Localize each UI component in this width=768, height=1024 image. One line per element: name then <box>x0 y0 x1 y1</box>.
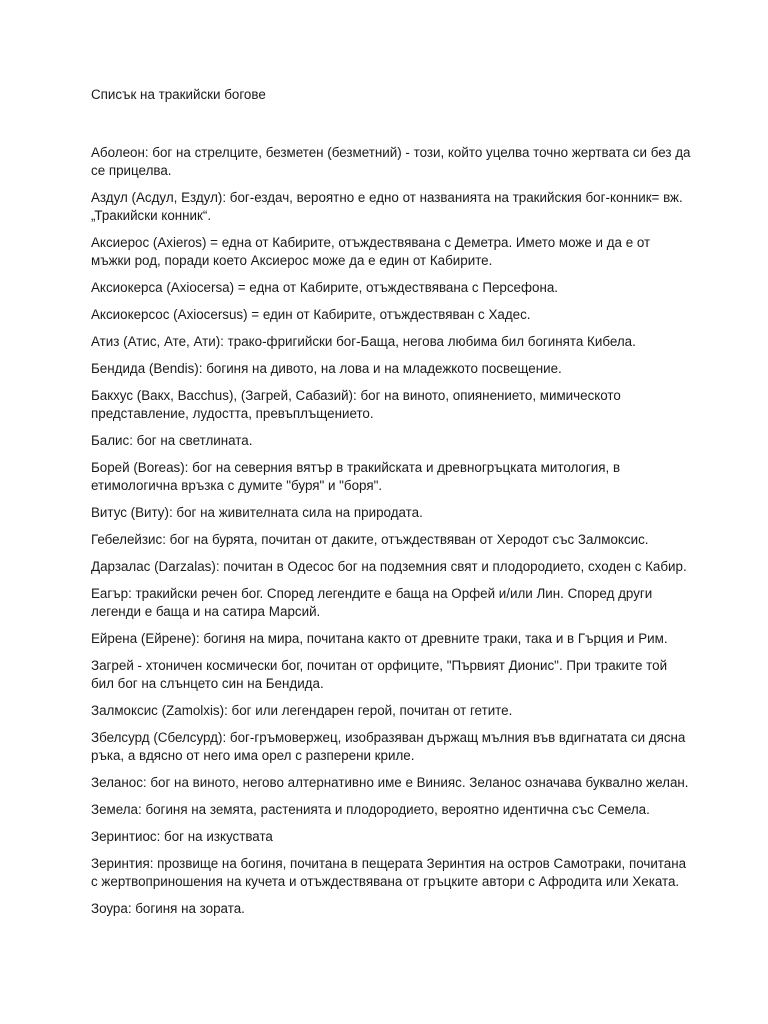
list-item: Зеринтия: прозвище на богиня, почитана в пещерата Зеринтия на остров Самотраки, почитана с жертвоприношения на кучета и отъждествявана от гръцките автори с Афродита или Хеката. <box>91 856 687 889</box>
list-item: Гебелейзис: бог на бурята, почитан от даките, отъждествяван от Херодот със Залмоксис. <box>91 532 649 547</box>
list-item: Земела: богиня на земята, растенията и плодородието, вероятно идентична със Семела. <box>91 802 650 817</box>
list-item: Зоура: богиня на зората. <box>91 901 245 916</box>
list-item: Аксиокерса (Axiocersa) = една от Кабирите, отъждествявана с Персефона. <box>91 280 559 295</box>
list-item: Витус (Виту): бог на живителната сила на природата. <box>91 505 423 520</box>
list-item: Аболеон: бог на стрелците, безметен (безметний) - този, който уцелва точно жертвата си без да се прицелва. <box>91 145 691 178</box>
document-title: Списък на тракийски богове <box>91 87 266 102</box>
list-item: Атиз (Атис, Ате, Ати): трако-фригийски бог-Баща, негова любима бил богинята Кибела. <box>91 334 636 349</box>
list-item: Балис: бог на светлината. <box>91 433 253 448</box>
list-item: Ейрена (Ейрене): богиня на мира, почитана както от древните траки, така и в Гърция и Рим. <box>91 631 668 646</box>
deity-list <box>91 144 691 918</box>
list-item: Збелсурд (Сбелсурд): бог-гръмовержец, изобразяван държащ мълния във вдигнатата си дясна ръка, а вдясно от него има орел с разперени криле. <box>91 730 686 763</box>
list-item: Бендида (Bendis): богиня на дивото, на лова и на младежкото посвещение. <box>91 361 562 376</box>
list-item: Еагър: тракийски речен бог. Според легендите е баща на Орфей и/или Лин. Според други легенди е баща и на сатира Марсий. <box>91 586 653 619</box>
list-item: Дарзалас (Darzalas): почитан в Одесос бог на подземния свят и плодородието, сходен с Кабир. <box>91 559 687 574</box>
list-item: Бакхус (Вакх, Bacchus), (Загрей, Сабазий): бог на виното, опиянението, мимическото представление, лудостта, превъплъщението. <box>91 388 621 421</box>
document-page <box>91 86 691 927</box>
list-item: Аксиокерсос (Axiocersus) = един от Кабирите, отъждествяван с Хадес. <box>91 307 531 322</box>
list-item: Залмоксис (Zamolxis): бог или легендарен герой, почитан от гетите. <box>91 703 513 718</box>
list-item: Аздул (Асдул, Ездул): бог-ездач, вероятно е едно от названията на тракийския бог-конник= вж. „Тракийски конник“. <box>91 190 683 223</box>
list-item: Аксиерос (Axieros) = една от Кабирите, отъждествявана с Деметра. Името може и да е от мъжки род, поради което Аксиерос може да е един от Кабирите. <box>91 235 651 268</box>
list-item: Зеринтиос: бог на изкуствата <box>91 829 273 844</box>
list-item: Загрей - хтоничен космически бог, почитан от орфиците, "Първият Дионис". При траките той бил бог на слънцето син на Бендида. <box>91 658 668 691</box>
list-item: Зеланос: бог на виното, негово алтернативно име е Винияс. Зеланос означава буквално желан. <box>91 775 689 790</box>
list-item: Борей (Boreas): бог на северния вятър в тракийската и древногръцката митология, в етимологична връзка с думите "буря" и "боря". <box>91 460 621 493</box>
